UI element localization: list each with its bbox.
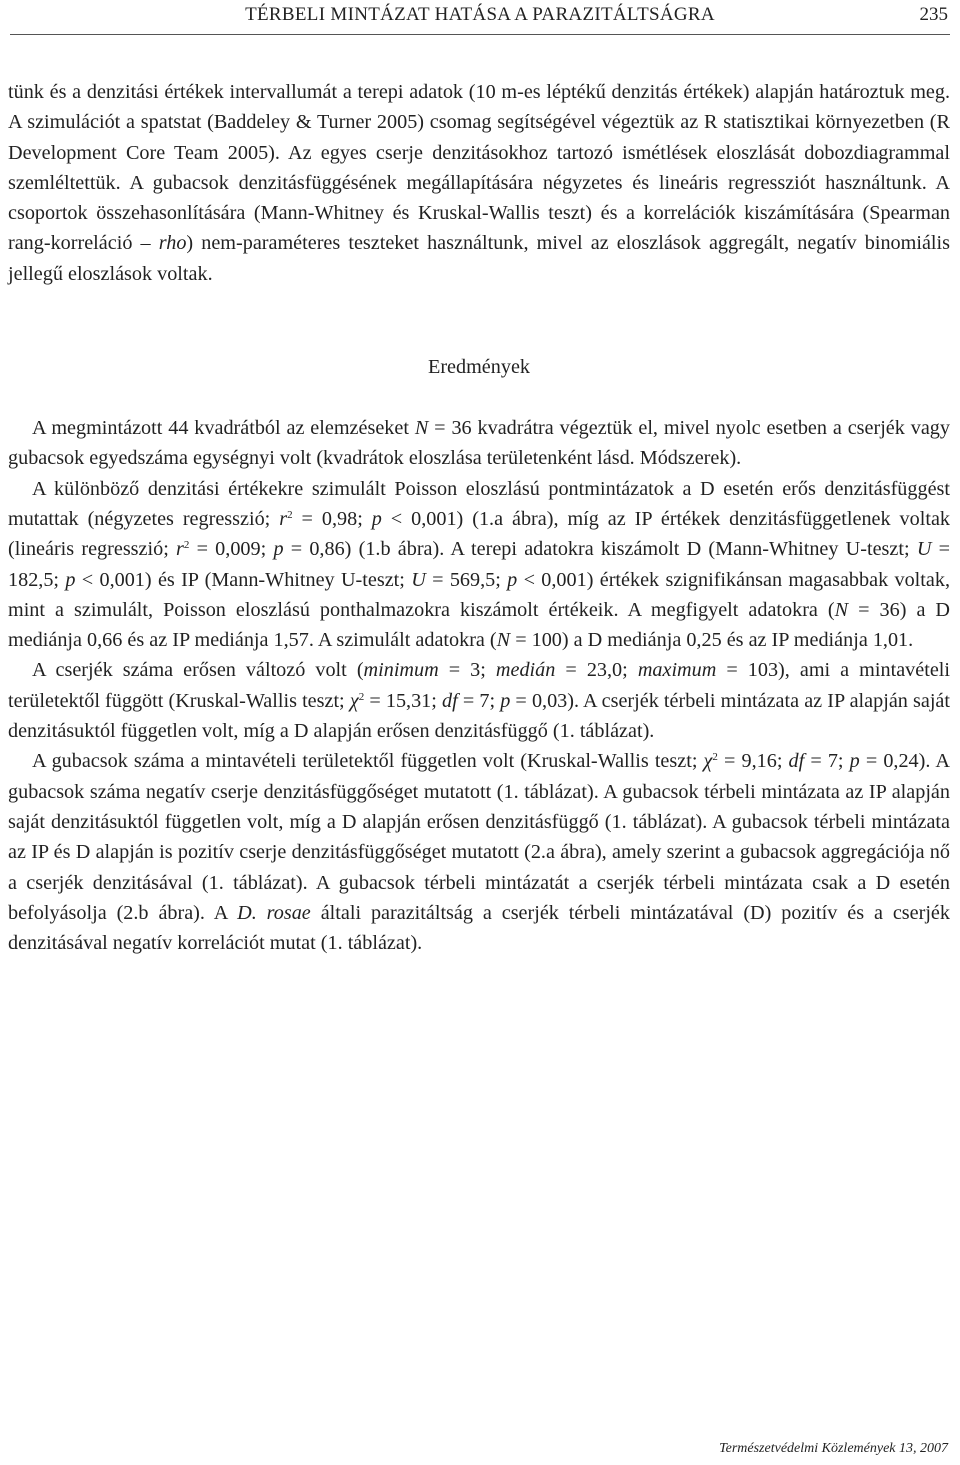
paragraph-results-2: A különböző denzitási értékekre szimulált Poisson eloszlású pontmintázatok a D esetén erős denzitásfüggést mutattak (négyzetes regresszió; $r^2 = 0,98$; p < 0,001) (1.a ábra), míg az IP értékek denzitásfüggetlenek voltak (lineáris regresszió; $r^2 = 0,009$; p = 0,86) (1.b ábra). A terepi adatokra kiszámolt D (Mann-Whitney U-teszt; U = 182,5; p < 0,001) és IP (Mann-Whitney U-teszt; U = 569,5; p < 0,001) értékek szignifikánsan magasabbak voltak, mint a szimulált, Poisson eloszlású ponthalmazokra kiszámolt értékeik. A megfigyelt adatokra (N = 36) a D mediánja 0,66 és az IP mediánja 1,57. A szimulált adatokra (N = 100) a D mediánja 0,25 és az IP mediánja 1,01. (8, 477, 951, 652)
species-name: D. rosae (237, 901, 311, 924)
paragraph-methods-continued: tünk és a denzitási értékek intervallumát a terepi adatok (10 m-es léptékű denzitás értékek) alapján határoztuk meg. A szimulációt a spatstat (Baddeley & Turner 2005) csomag segítségével végeztük az R statisztikai környezetben (R Development Core Team 2005). Az egyes cserje denzitásokhoz tartozó ismétlések eloszlását dobozdiagrammal szemléltettük. A gubacsok denzitásfüggésének megállapítására négyzetes és lineáris regressziót használtunk. A csoportok összehasonlítására (Mann-Whitney és Kruskal-Wallis teszt) és a korrelációk kiszámítására (Spearman rang-korreláció – rho) nem-paraméteres teszteket használtunk, mivel az eloszlások aggregált, negatív binomiális jellegű eloszlások voltak. (8, 81, 950, 285)
running-header (10, 0, 950, 35)
page-number: 235 (919, 4, 948, 25)
paragraph-results-4: A gubacsok száma a mintavételi területektől független volt (Kruskal-Wallis teszt; $\chi^2 = 9,16$; df = 7; p = 0,24). A gubacsok száma negatív cserje denzitásfüggőséget mutatott (1. táblázat). A gubacsok térbeli mintázata az IP alapján saját denzitásuktól független volt, míg a D alapján erősen denzitásfüggő (1. táblázat). A gubacsok térbeli mintázata az IP és D alapján is pozitív cserje denzitásfüggőséget mutatott (2.a ábra), amely szerint a gubacsok aggregációja nő a cserjék denzitásával (1. táblázat). A gubacsok térbeli mintázatát a cserjék térbeli mintázata csak a D esetén befolyásolja (2.b ábra). A D. rosae általi parazitáltság a cserjék térbeli mintázatával (D) pozitív és a cserjék denzitásával negatív korrelációt mutat (1. táblázat). (8, 750, 950, 955)
paragraph-results-3: A cserjék száma erősen változó volt (minimum = 3; medián = 23,0; maximum = 103), ami a mintavételi területektől függött (Kruskal-Wallis teszt; $\chi^2 = 15,31$; df = 7; p = 0,03). A cserjék térbeli mintázata az IP alapján saját denzitásuktól független volt, míg a D alapján erősen denzitásfüggő (1. táblázat). (8, 659, 951, 743)
journal-footer: Természetvédelmi Közlemények 13, 2007 (719, 1441, 948, 1456)
section-heading-results: Eredmények (427, 356, 530, 379)
rho-symbol: rho (158, 232, 187, 255)
running-title: TÉRBELI MINTÁZAT HATÁSA A PARAZITÁLTSÁGRA (245, 4, 715, 25)
paragraph-results-1: A megmintázott 44 kvadrátból az elemzéseket N = 36 kvadrátra végeztük el, mivel nyolc esetben a cserjék vagy gubacsok egyedszáma egységnyi volt (kvadrátok eloszlása területenként lásd. Módszerek). (8, 417, 950, 470)
article-body (8, 77, 950, 958)
